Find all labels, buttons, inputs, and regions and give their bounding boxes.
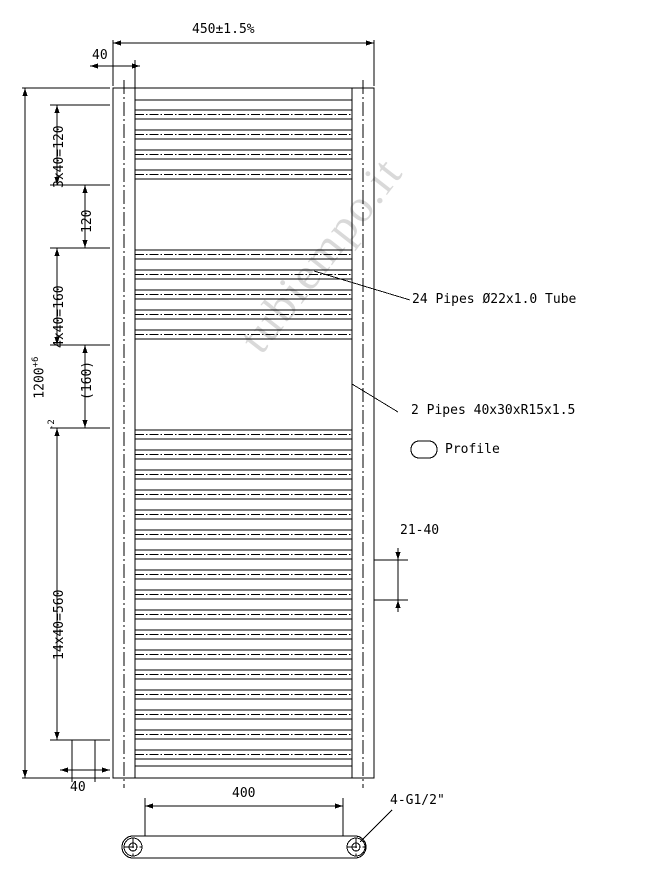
note-pipes-profile: 2 Pipes 40x30xR15x1.5 [411, 403, 576, 418]
dim-label-top-offset: 40 [92, 48, 108, 63]
dim-label-overall-width: 450±1.5% [192, 22, 255, 37]
overall-height-tolerance: +6 -2 [31, 356, 58, 430]
dim-label-overall-height [16, 357, 79, 430]
dim-label-group-bottom: 14x40=560 [52, 589, 67, 660]
leader-pipes-profile [352, 384, 398, 412]
note-pipes-round: 24 Pipes Ø22x1.0 Tube [412, 292, 577, 307]
pipe-group-top [135, 110, 352, 179]
dim-label-bottom-offset: 40 [70, 780, 86, 795]
pipe-group-mid [135, 250, 352, 339]
dim-label-gap-160: (160) [80, 360, 95, 400]
dim-pipe-pitch [374, 548, 408, 612]
dim-label-group-mid: 4x40=160 [52, 285, 67, 348]
watermark-text: tubiempo.it [228, 147, 413, 363]
plan-view [122, 798, 392, 858]
note-connections: 4-G1/2" [390, 793, 445, 808]
dim-bottom-offset [60, 740, 110, 782]
note-profile-label: Profile [445, 442, 500, 457]
bottom-profile-pipe [135, 766, 352, 778]
pipe-group-bottom [135, 430, 352, 759]
dim-overall-width [113, 40, 374, 86]
dim-group-bottom [50, 428, 110, 740]
dim-overall-height [22, 88, 110, 778]
dim-label-group-top: 3x40=120 [52, 125, 67, 188]
overall-height-value: 1200 [32, 367, 48, 399]
dim-top-offset [90, 60, 140, 95]
profile-symbol [411, 441, 437, 458]
dim-label-gap-120: 120 [80, 209, 95, 233]
dim-label-plan-width: 400 [232, 786, 256, 801]
leader-pipes-round [314, 271, 410, 300]
dim-label-pipe-pitch: 21-40 [400, 523, 440, 538]
top-profile-pipe [135, 88, 352, 100]
